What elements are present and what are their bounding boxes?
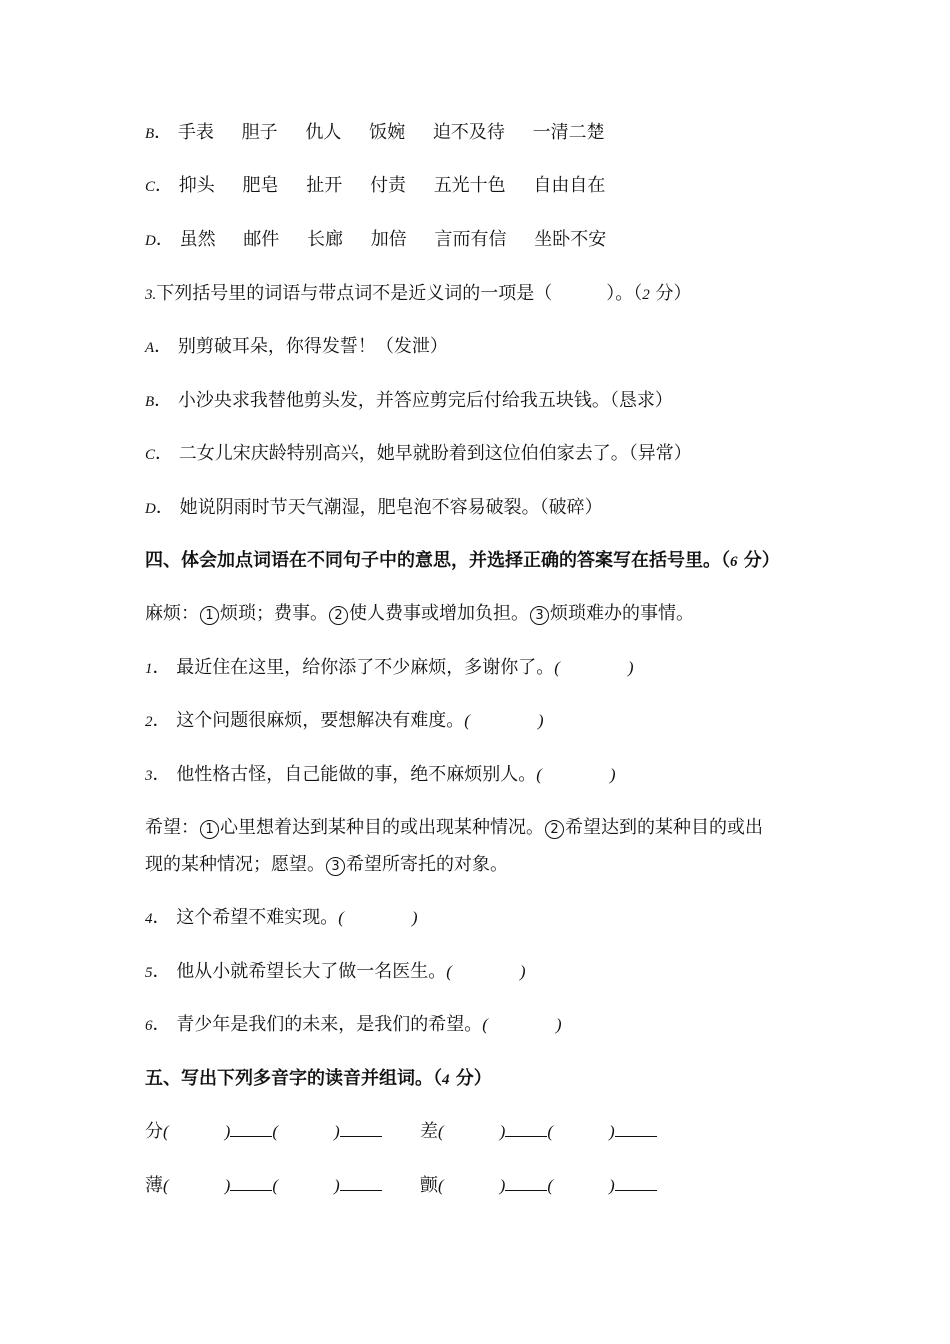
word: 肥皂 <box>242 175 279 196</box>
section-4-title <box>145 547 780 576</box>
item-number: 3 <box>145 768 153 784</box>
answer-blank[interactable]: ( ) <box>446 962 526 981</box>
q3-stem <box>145 280 691 309</box>
q3-option-a: A． 别剪破耳朵，你得发誓！（发泄） <box>145 336 448 357</box>
item-6: 6． 青少年是我们的未来，是我们的希望。( ) <box>145 1014 562 1035</box>
item-number: 6 <box>145 1018 153 1034</box>
def-word: 麻烦： <box>145 603 199 624</box>
item-3: 3． 他性格古怪，自己能做的事，绝不麻烦别人。( ) <box>145 764 616 785</box>
answer-blank[interactable]: ( ) <box>338 908 418 927</box>
meaning-2b: 现的某种情况；愿望。 <box>145 854 325 875</box>
item-number: 2 <box>145 714 153 730</box>
word: 长廊 <box>307 229 344 250</box>
option-text: 别剪破耳朵，你得发誓！（发泄） <box>177 336 448 357</box>
pinyin-blank-close: ) <box>224 1176 231 1195</box>
circled-number-2: 2 <box>329 606 348 625</box>
item-text: 这个希望不难实现。 <box>176 907 339 928</box>
item-text: 他从小就希望长大了做一名医生。 <box>176 961 447 982</box>
meaning-3: 烦琐难办的事情。 <box>550 603 694 624</box>
item-number: 5 <box>145 965 153 981</box>
word-blank[interactable] <box>230 1120 272 1137</box>
item-number: 4 <box>145 911 153 927</box>
pinyin-blank-open[interactable]: ( <box>272 1176 279 1195</box>
option-letter: B <box>145 126 155 142</box>
word-blank[interactable] <box>230 1174 272 1191</box>
circled-number-3: 3 <box>326 857 345 876</box>
score-value: 6 <box>730 554 738 570</box>
option-letter: A <box>145 340 155 356</box>
pinyin-blank-open[interactable]: ( <box>272 1122 279 1141</box>
question-number: 3. <box>145 287 157 303</box>
pinyin-blank-close: ) <box>499 1176 506 1195</box>
score-tail: 分） <box>655 283 692 304</box>
word: 加倍 <box>370 229 407 250</box>
answer-blank[interactable]: ( ) <box>536 765 616 784</box>
meaning-2: 使人费事或增加负担。 <box>349 603 529 624</box>
definition-xiwang-line1 <box>145 814 763 842</box>
circled-number-1: 1 <box>200 820 219 839</box>
pinyin-blank-open[interactable]: ( <box>547 1122 554 1141</box>
option-letter: D <box>145 501 156 517</box>
circled-number-2: 2 <box>545 820 564 839</box>
pinyin-blank-close: ) <box>609 1176 615 1195</box>
item-4: 4． 这个希望不难实现。( ) <box>145 907 418 928</box>
item-text: 青少年是我们的未来，是我们的希望。 <box>176 1014 483 1035</box>
section-5-title <box>145 1065 492 1094</box>
polyphone-chan <box>420 1172 657 1200</box>
word: 言而有信 <box>434 229 507 250</box>
polyphone-char: 薄 <box>145 1175 163 1196</box>
polyphone-bao <box>145 1172 382 1200</box>
def-word: 希望： <box>145 817 199 838</box>
word: 扯开 <box>306 175 343 196</box>
item-2: 2． 这个问题很麻烦，要想解决有难度。( ) <box>145 710 544 731</box>
polyphone-cha <box>420 1118 657 1146</box>
pinyin-blank-open[interactable]: ( <box>547 1176 554 1195</box>
word: 一清二楚 <box>532 122 605 143</box>
word: 虽然 <box>179 229 216 250</box>
definition-xiwang-line2 <box>145 851 508 879</box>
word: 五光十色 <box>433 175 506 196</box>
word: 抑头 <box>178 175 215 196</box>
word: 饭婉 <box>369 122 406 143</box>
pinyin-blank-close: ) <box>499 1122 506 1141</box>
word-blank[interactable] <box>340 1120 382 1137</box>
pinyin-blank-close: ) <box>334 1176 340 1195</box>
section-title-text: 四、体会加点词语在不同句子中的意思，并选择正确的答案写在括号里。（ <box>145 550 730 571</box>
q2-option-c: C． 抑头 肥皂 扯开 付责 五光十色 自由自在 <box>145 175 606 196</box>
polyphone-char: 分 <box>145 1121 163 1142</box>
pinyin-blank-close: ) <box>609 1122 615 1141</box>
option-text: 二女儿宋庆龄特别高兴，她早就盼着到这位伯伯家去了。（异常） <box>178 443 692 464</box>
pinyin-blank-open[interactable]: ( <box>438 1176 444 1195</box>
item-text: 最近住在这里，给你添了不少麻烦，多谢你了。 <box>176 657 555 678</box>
q2-option-b: B． 手表 胆子 仇人 饭婉 迫不及待 一清二楚 <box>145 122 605 143</box>
answer-blank[interactable]: ( ) <box>554 658 634 677</box>
meaning-2a: 希望达到的某种目的或出 <box>565 817 763 838</box>
word-blank[interactable] <box>615 1174 657 1191</box>
item-text: 他性格古怪，自己能做的事，绝不麻烦别人。 <box>176 764 537 785</box>
word-blank[interactable] <box>505 1174 547 1191</box>
answer-blank[interactable]: ( ) <box>482 1015 562 1034</box>
option-text: 她说阴雨时节天气潮湿，肥皂泡不容易破裂。（破碎） <box>179 497 603 518</box>
score-value: 4 <box>442 1072 450 1088</box>
pinyin-blank-close: ) <box>224 1122 231 1141</box>
question-text: 下列括号里的词语与带点词不是近义词的一项是（ ）。（ <box>156 283 643 304</box>
score-value: 2 <box>642 287 650 303</box>
option-letter: D <box>145 233 156 249</box>
score-tail: 分） <box>449 1068 492 1089</box>
definition-mafan <box>145 600 694 628</box>
word: 付责 <box>369 175 406 196</box>
score-tail: 分） <box>737 550 780 571</box>
meaning-1: 烦琐；费事。 <box>220 603 328 624</box>
option-letter: C <box>145 447 156 463</box>
meaning-3: 希望所寄托的对象。 <box>346 854 508 875</box>
pinyin-blank-open[interactable]: ( <box>438 1122 444 1141</box>
section-title-text: 五、写出下列多音字的读音并组词。（ <box>145 1068 442 1089</box>
word: 迫不及待 <box>432 122 505 143</box>
item-text: 这个问题很麻烦，要想解决有难度。 <box>176 710 465 731</box>
word-blank[interactable] <box>615 1120 657 1137</box>
circled-number-1: 1 <box>200 606 219 625</box>
word: 胆子 <box>241 122 278 143</box>
word: 坐卧不安 <box>534 229 607 250</box>
word: 邮件 <box>243 229 280 250</box>
q3-option-d: D． 她说阴雨时节天气潮湿，肥皂泡不容易破裂。（破碎） <box>145 497 603 518</box>
circled-number-3: 3 <box>530 606 549 625</box>
option-letter: B <box>145 394 155 410</box>
q3-option-b: B． 小沙央求我替他剪头发，并答应剪完后付给我五块钱。（恳求） <box>145 390 673 411</box>
q2-option-d: D． 虽然 邮件 长廊 加倍 言而有信 坐卧不安 <box>145 229 607 250</box>
pinyin-blank-close: ) <box>334 1122 340 1141</box>
item-5: 5． 他从小就希望长大了做一名医生。( ) <box>145 961 526 982</box>
option-text: 小沙央求我替他剪头发，并答应剪完后付给我五块钱。（恳求） <box>177 390 673 411</box>
word: 自由自在 <box>533 175 606 196</box>
option-letter: C <box>145 179 156 195</box>
word-blank[interactable] <box>505 1120 547 1137</box>
pinyin-blank-open[interactable]: ( <box>163 1176 169 1195</box>
meaning-1: 心里想着达到某种目的或出现某种情况。 <box>220 817 544 838</box>
word: 仇人 <box>305 122 342 143</box>
item-number: 1 <box>145 661 153 677</box>
polyphone-char: 差 <box>420 1121 438 1142</box>
polyphone-fen <box>145 1118 382 1146</box>
answer-blank[interactable]: ( ) <box>464 711 544 730</box>
item-1: 1． 最近住在这里，给你添了不少麻烦，多谢你了。( ) <box>145 657 634 678</box>
word: 手表 <box>177 122 214 143</box>
q3-option-c: C． 二女儿宋庆龄特别高兴，她早就盼着到这位伯伯家去了。（异常） <box>145 443 692 464</box>
pinyin-blank-open[interactable]: ( <box>163 1122 169 1141</box>
polyphone-char: 颤 <box>420 1175 438 1196</box>
word-blank[interactable] <box>340 1174 382 1191</box>
